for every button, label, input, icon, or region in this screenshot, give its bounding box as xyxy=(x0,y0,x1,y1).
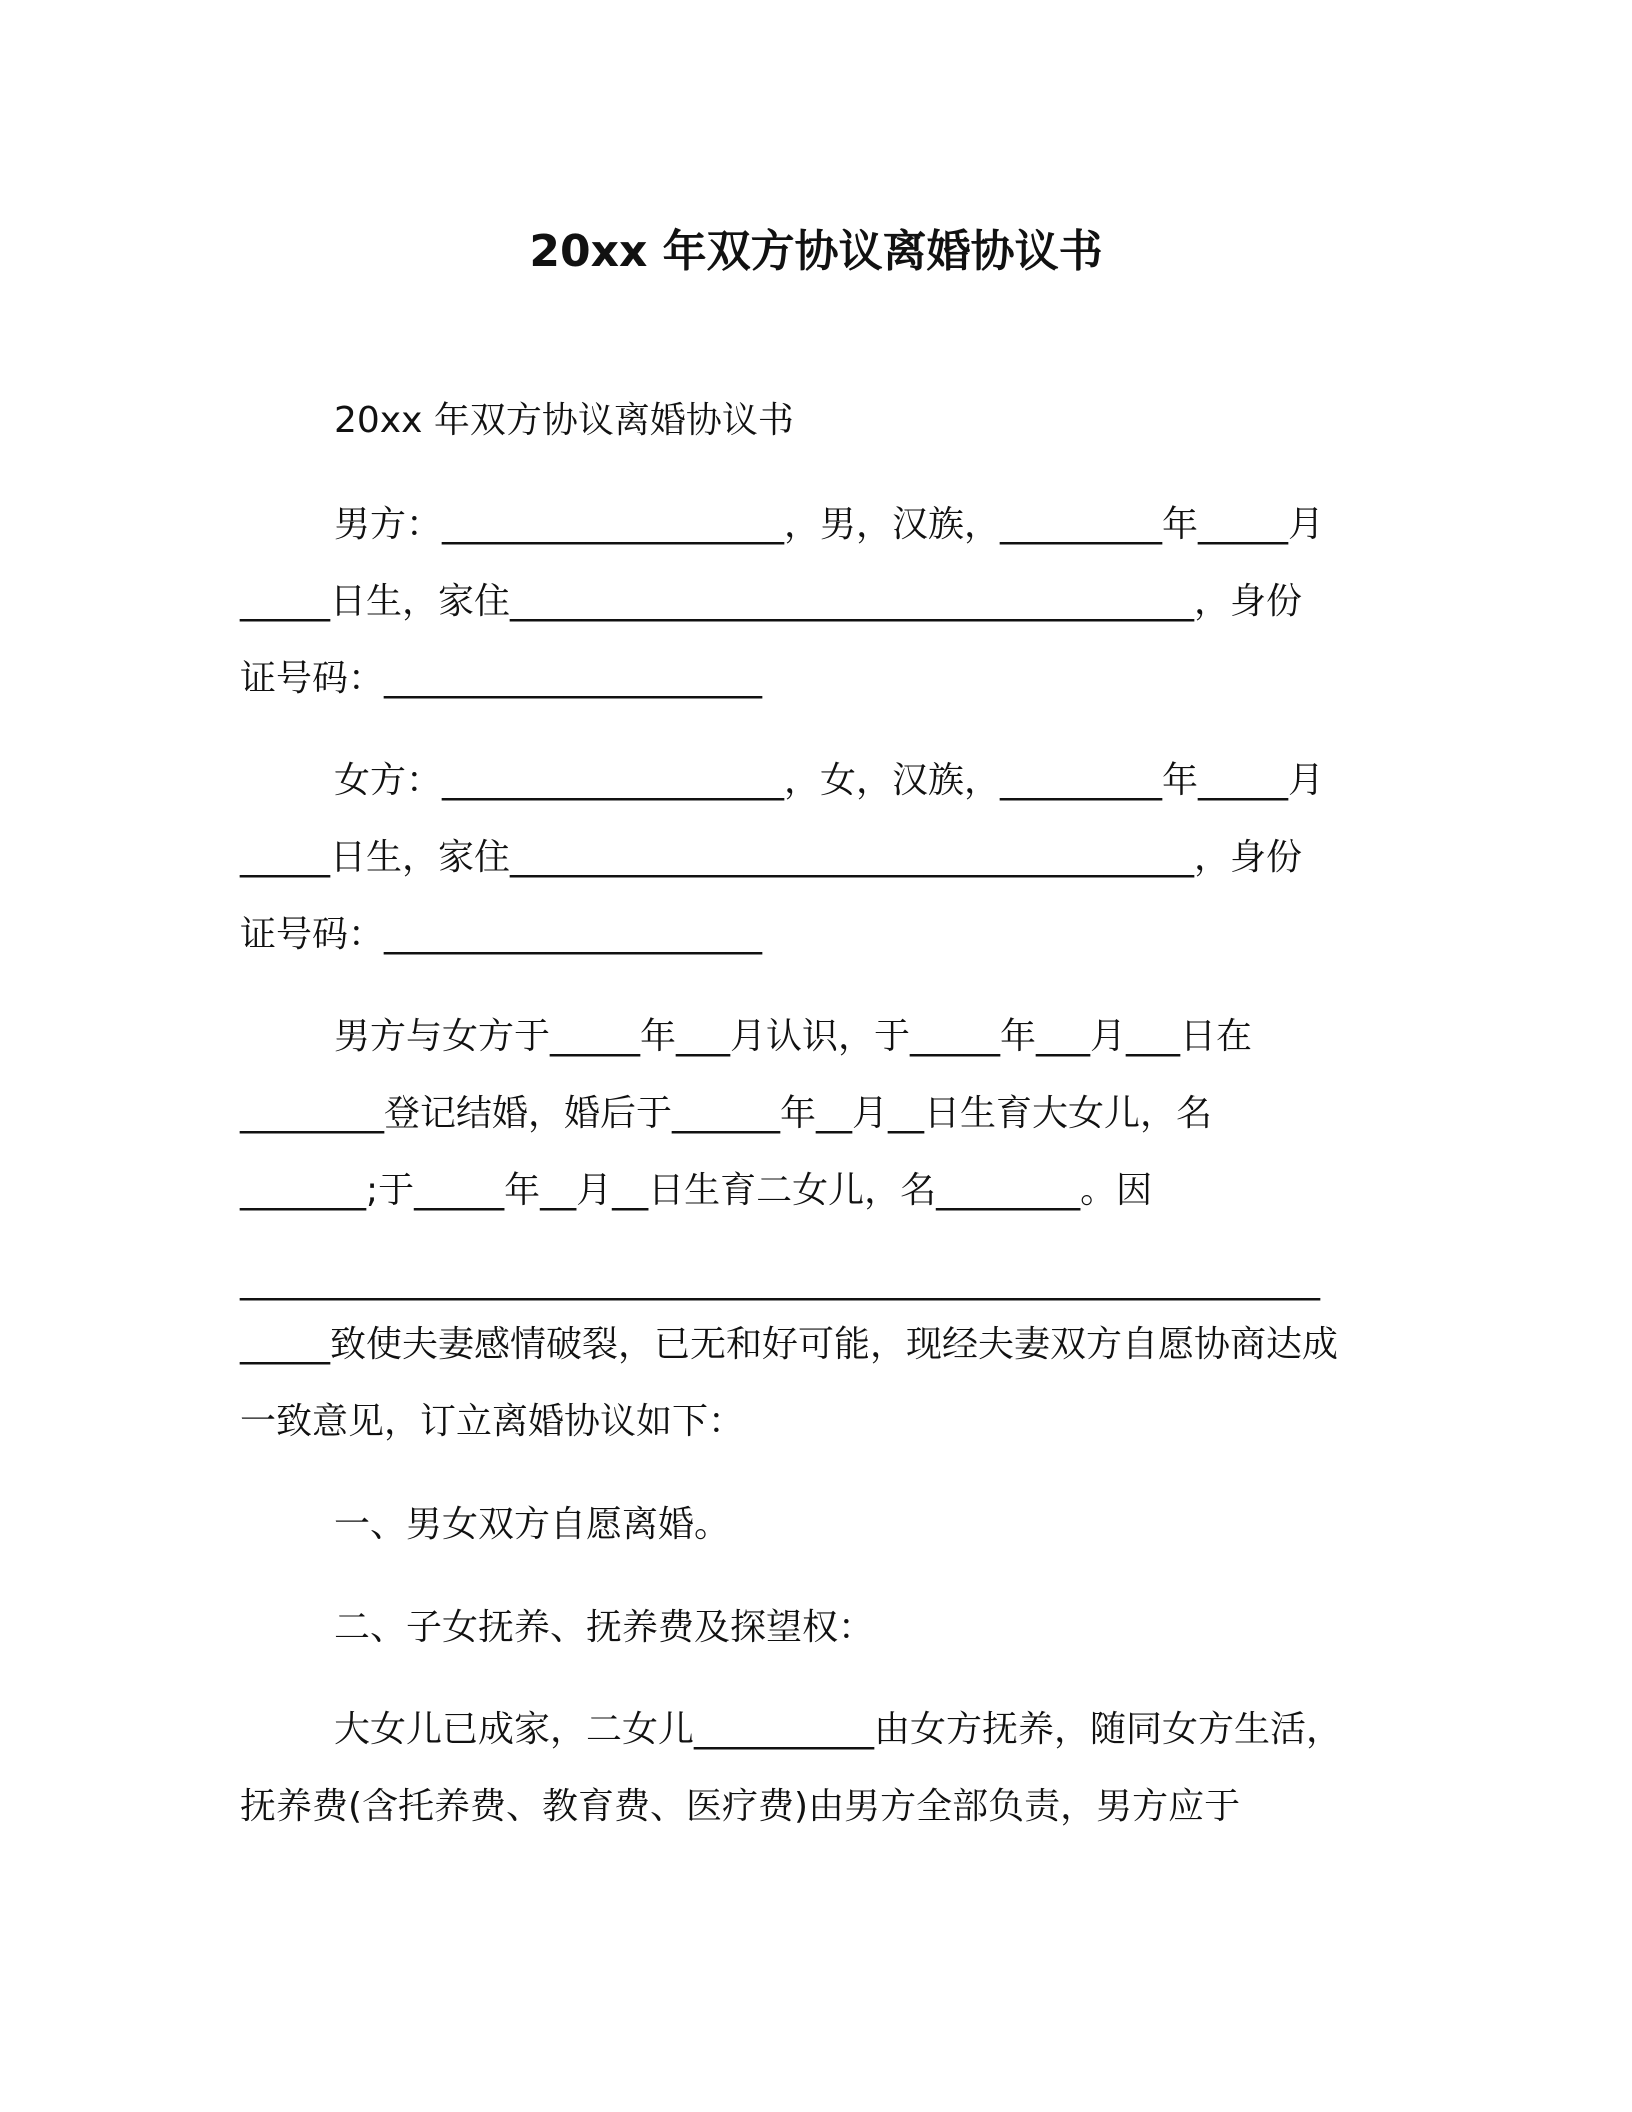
male-address-line: _____日生，家住______________________________________，身份 xyxy=(240,581,1303,622)
female-address-line: _____日生，家住______________________________________，身份 xyxy=(240,837,1303,878)
subtitle-line: 20xx 年双方协议离婚协议书 xyxy=(334,400,794,441)
male-party-line: 男方：___________________，男，汉族，_________年_____月 xyxy=(334,504,1325,545)
clause-two-heading: 二、子女抚养、抚养费及探望权： xyxy=(334,1607,875,1648)
marriage-history-line: 一致意见，订立离婚协议如下： xyxy=(240,1401,745,1442)
reason-blank-line: ____________________________________________________________ xyxy=(240,1260,1320,1301)
male-id-line: 证号码：_____________________ xyxy=(240,658,763,699)
clause-two-text: 大女儿已成家，二女儿__________由女方抚养，随同女方生活， xyxy=(334,1709,1343,1750)
marriage-history-line: ________登记结婚，婚后于______年__月__日生育大女儿，名 xyxy=(240,1093,1213,1134)
marriage-history-line: _______;于_____年__月__日生育二女儿，名________。因 xyxy=(240,1170,1153,1211)
female-party-line: 女方：___________________，女，汉族，_________年_____月 xyxy=(334,760,1325,801)
female-id-line: 证号码：_____________________ xyxy=(240,914,763,955)
marriage-history-line: _____致使夫妻感情破裂，已无和好可能，现经夫妻双方自愿协商达成 xyxy=(240,1324,1339,1365)
clause-two-text: 抚养费(含托养费、教育费、医疗费)由男方全部负责，男方应于 xyxy=(240,1786,1241,1827)
clause-one: 一、男女双方自愿离婚。 xyxy=(334,1504,731,1545)
marriage-history-line: 男方与女方于_____年___月认识，于_____年___月___日在 xyxy=(334,1016,1253,1057)
document-title: 20xx 年双方协议离婚协议书 xyxy=(529,226,1103,277)
